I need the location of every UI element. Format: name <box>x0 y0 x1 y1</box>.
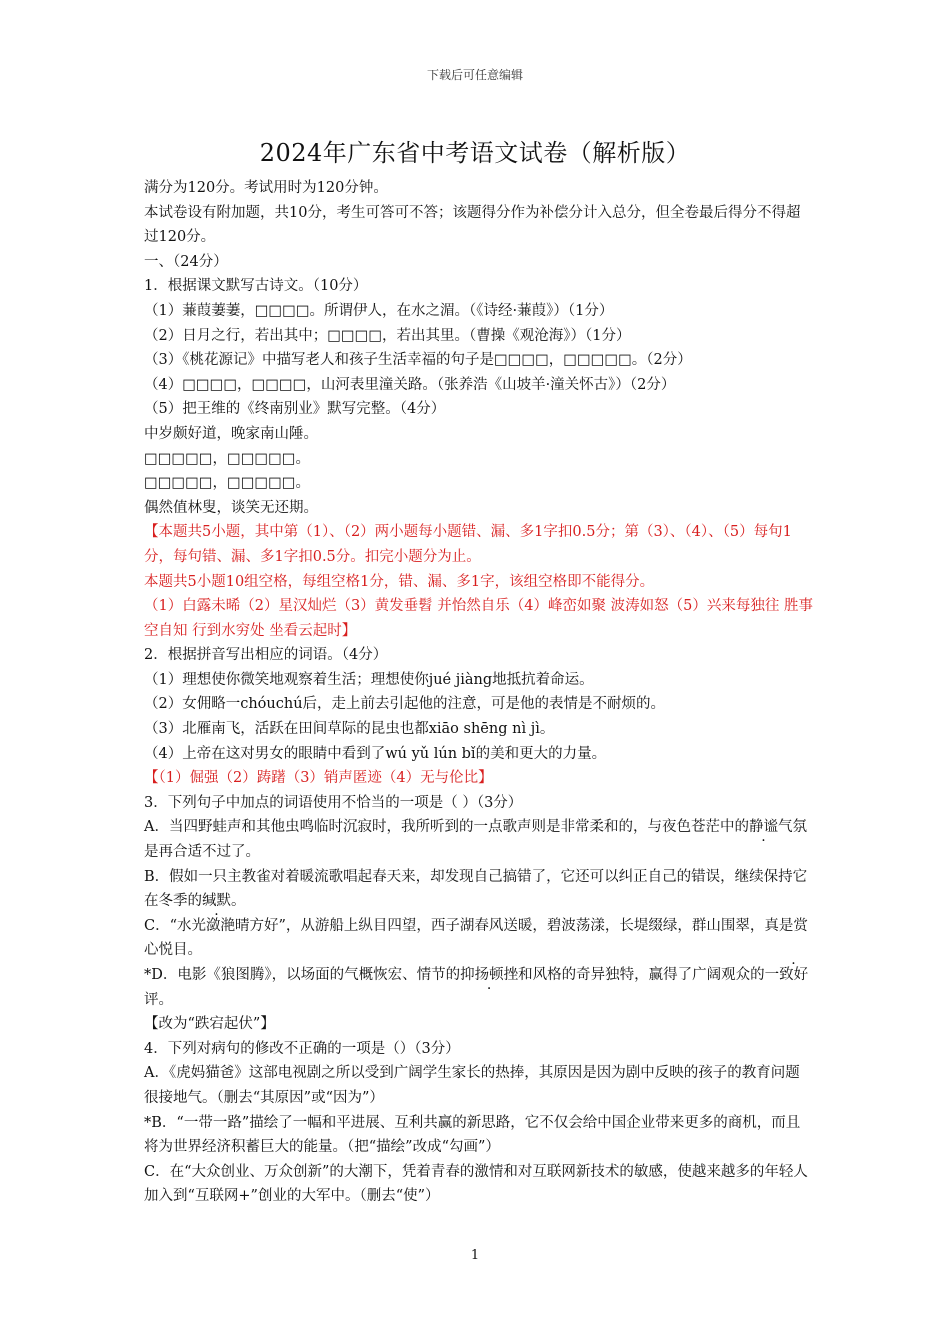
poem-line: 中岁颇好道，晚家南山陲。 <box>144 425 318 442</box>
option-d <box>144 963 814 1012</box>
document-body <box>144 176 814 1209</box>
option-text: 。 <box>231 893 246 910</box>
question-stem: 4．下列对病句的修改不正确的一项是（）（3分） <box>144 1040 460 1057</box>
dotted-word: 缄默 <box>202 893 231 910</box>
question-stem: 2．根据拼音写出相应的词语。（4分） <box>144 647 388 664</box>
question-item: （5）把王维的《终南别业》默写完整。（4分） <box>144 401 446 418</box>
dotted-word: 抑扬顿挫 <box>460 967 519 983</box>
option-text: C．“水光潋滟晴方好”，从游船上纵目四望，西子湖春风送暖，碧波荡漾，长堤缀绿，群山围翠，真是 <box>144 917 794 934</box>
option-b <box>144 865 814 914</box>
option-a <box>144 815 814 864</box>
page-number: 1 <box>470 1248 480 1263</box>
option-c: C．在“大众创业、万众创新”的大潮下，凭着青春的激情和对互联网新技术的敏感，使越来越多的年轻人加入到“互联网+”创业的大军中。（删去“使”） <box>144 1163 808 1205</box>
question-stem: 3．下列句子中加点的词语使用不恰当的一项是（ ）（3分） <box>144 794 523 811</box>
poem-line: 偶然值林叟，谈笑无还期。 <box>144 499 318 516</box>
dotted-word: 赏心悦目 <box>144 917 808 959</box>
option-text: 。 <box>187 942 202 959</box>
poem-line: □□□□□，□□□□□。 <box>144 475 310 492</box>
question-item: （3）《桃花源记》中描写老人和孩子生活幸福的句子是□□□□，□□□□□。（2分） <box>144 352 692 369</box>
section-heading: 一、（24分） <box>144 253 228 270</box>
dotted-word: 静谧 <box>748 819 778 836</box>
answer-text: （1）白露未晞（2）星汉灿烂（3）黄发垂髫 并怡然自乐（4）峰峦如聚 波涛如怒（5）兴来每独往 胜事空自知 行到水穷处 坐看云起时】 <box>144 598 813 639</box>
option-c <box>144 914 814 963</box>
poem-line: □□□□□，□□□□□。 <box>144 450 310 467</box>
question-item: （2）日月之行，若出其中；□□□□，若出其里。（曹操《观沧海》）（1分） <box>144 327 631 344</box>
option-text: 气氛是再合适不过了。 <box>144 819 807 861</box>
question-item: （2）女佣略一chóuchú后，走上前去引起他的注意，可是他的表情是不耐烦的。 <box>144 696 666 713</box>
header-note: 下载后可任意编辑 <box>426 68 523 82</box>
question-item: （1）蒹葭萋萋，□□□□。所谓伊人，在水之湄。（《诗经·蒹葭》）（1分） <box>144 302 614 319</box>
question-item: （4）上帝在这对男女的眼睛中看到了wú yǔ lún bǐ的美和更大的力量。 <box>144 745 607 762</box>
option-text: B．假如一只主教雀对着暖流歌唱起春天来，却发现自己搞错了，它还可以纠正自己的错误，继续保持它在冬季的 <box>144 868 808 910</box>
intro-line: 本试卷设有附加题，共10分，考生可答可不答；该题得分作为补偿分计入总分，但全卷最后得分不得超过120分。 <box>144 204 801 246</box>
answer-text: 【（1）倔强（2）踌躇（3）销声匿迹（4）无与伦比】 <box>144 770 493 787</box>
answer-text: 本题共5小题10组空格，每组空格1分，错、漏、多1字，该组空格即不能得分。 <box>144 573 655 590</box>
option-text: 和风格的奇异独特，赢得了广阔观众的一致好评。 <box>144 967 809 1008</box>
option-a: A．《虎妈猫爸》这部电视剧之所以受到广阔学生家长的热捧，其原因是因为剧中反映的孩子的教育问题很接地气。（删去“其原因”或“因为”） <box>144 1065 800 1106</box>
page-title: 2024年广东省中考语文试卷（解析版） <box>259 139 691 167</box>
question-item: （3）北雁南飞，活跃在田间草际的昆虫也都xiāo shēng nì jì。 <box>144 721 555 738</box>
question-item: （4）□□□□，□□□□，山河表里潼关路。（张养浩《山坡羊·潼关怀古》）（2分） <box>144 376 676 393</box>
answer-text: 【本题共5小题，其中第（1）、（2）两小题每小题错、漏、多1字扣0.5分；第（3）、（4）、（5）每句1分，每句错、漏、多1字扣0.5分。扣完小题分为止。 <box>144 524 792 565</box>
option-b: *B．“一带一路”描绘了一幅和平进展、互利共赢的新思路，它不仅会给中国企业带来更多的商机，而且将为世界经济积蓄巨大的能量。（把“描绘”改成“勾画”） <box>144 1114 801 1156</box>
question-item: （1）理想使你微笑地观察着生活；理想使你jué jiàng地抵抗着命运。 <box>144 671 594 688</box>
answer-text: 【改为“跌宕起伏”】 <box>144 1016 275 1033</box>
intro-line: 满分为120分。考试用时为120分钟。 <box>144 180 388 196</box>
question-stem: 1．根据课文默写古诗文。（10分） <box>144 278 368 295</box>
option-text: A．当四野蛙声和其他虫鸣临时沉寂时，我所听到的一点歌声则是非常柔和的，与夜色苍茫中的 <box>144 819 749 836</box>
option-text: *D．电影《狼图腾》，以场面的气概恢宏、情节的 <box>144 967 461 983</box>
